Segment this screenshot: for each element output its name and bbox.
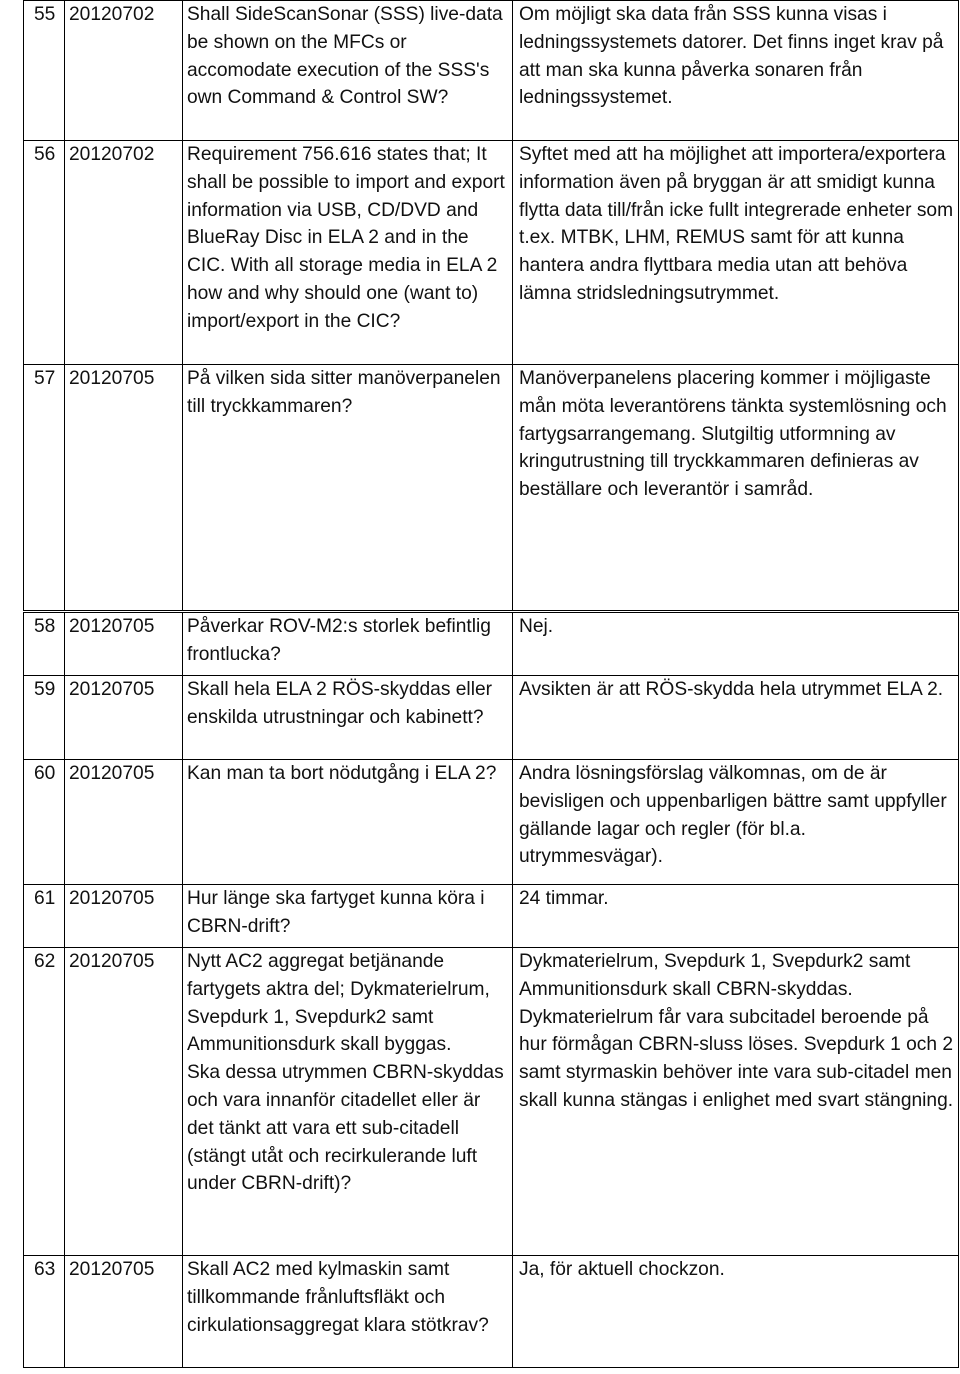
row-number: 57: [34, 368, 56, 389]
answer-cell: [513, 885, 959, 948]
answer-cell: [513, 676, 959, 760]
answer-text: 24 timmar.: [519, 888, 609, 909]
row-number-cell: [24, 676, 65, 760]
answer-text: Avsikten är att RÖS-skydda hela utrymmet ELA 2.: [519, 679, 944, 700]
table-row: [24, 948, 959, 1256]
answer-text: Nej.: [519, 616, 554, 637]
row-number: 58: [34, 616, 56, 637]
answer-cell: [513, 948, 959, 1256]
question-cell: [183, 141, 513, 365]
question-text: Nytt AC2 aggregat betjänande fartygets aktra del; Dykmaterielrum, Svepdurk 1, Svepdurk2 samt Ammunitionsdurk skall byggas. Ska dessa utrymmen CBRN-skyddas och vara innanför citadellet eller är det tänkt att vara ett sub-citadell (stängt utåt och recirkulerande luft under CBRN-drift)?: [187, 951, 504, 1195]
answer-text: Om möjligt ska data från SSS kunna visas i ledningssystemets datorer. Det finns inget krav på att man ska kunna påverka sonaren från ledningssystemet.: [519, 4, 949, 109]
row-number-cell: [24, 365, 65, 611]
table-row: [24, 365, 959, 611]
answer-cell: [513, 141, 959, 365]
row-date: 20120705: [69, 616, 155, 637]
question-cell: [183, 365, 513, 611]
qa-table-bottom: [23, 612, 959, 1368]
row-number: 63: [34, 1259, 56, 1280]
question-cell: [183, 885, 513, 948]
question-text: Skall AC2 med kylmaskin samt tillkommande frånluftsfläkt och cirkulationsaggregat klara stötkrav?: [187, 1259, 489, 1336]
question-cell: [183, 1256, 513, 1368]
answer-cell: [513, 1, 959, 141]
row-number: 56: [34, 144, 56, 165]
question-text: Hur länge ska fartyget kunna köra i CBRN-drift?: [187, 888, 490, 937]
row-date-cell: [65, 1256, 183, 1368]
row-date: 20120702: [69, 4, 155, 25]
table-row: [24, 676, 959, 760]
question-text: Shall SideScanSonar (SSS) live-data be shown on the MFCs or accomodate execution of the SSS's own Command & Control SW?: [187, 4, 509, 109]
answer-text: Ja, för aktuell chockzon.: [519, 1259, 725, 1280]
row-number-cell: [24, 1256, 65, 1368]
row-date: 20120705: [69, 951, 155, 972]
answer-cell: [513, 1256, 959, 1368]
row-date: 20120705: [69, 679, 155, 700]
table-row: [24, 613, 959, 676]
row-date-cell: [65, 760, 183, 885]
question-text: På vilken sida sitter manöverpanelen till tryckkammaren?: [187, 368, 506, 417]
question-text: Requirement 756.616 states that; It shall be possible to import and export information via USB, CD/DVD and BlueRay Disc in ELA 2 and in the CIC. With all storage media in ELA 2 how and why should one (want to) import/export in the CIC?: [187, 144, 511, 332]
row-number-cell: [24, 885, 65, 948]
row-date: 20120705: [69, 368, 155, 389]
qa-table-top: [23, 0, 959, 611]
row-number-cell: [24, 613, 65, 676]
answer-cell: [513, 365, 959, 611]
row-number: 61: [34, 888, 56, 909]
row-number-cell: [24, 1, 65, 141]
table-row: [24, 885, 959, 948]
row-date: 20120705: [69, 1259, 155, 1280]
question-cell: [183, 676, 513, 760]
row-number: 59: [34, 679, 56, 700]
table-row: [24, 141, 959, 365]
row-number-cell: [24, 948, 65, 1256]
answer-cell: [513, 760, 959, 885]
row-date-cell: [65, 141, 183, 365]
question-text: Påverkar ROV-M2:s storlek befintlig frontlucka?: [187, 616, 497, 665]
question-text: Kan man ta bort nödutgång i ELA 2?: [187, 763, 497, 784]
row-date: 20120702: [69, 144, 155, 165]
answer-text: Dykmaterielrum, Svepdurk 1, Svepdurk2 samt Ammunitionsdurk skall CBRN-skyddas. Dykmaterielrum får vara subcitadel beroende på hur förmågan CBRN-sluss löses. Svepdurk 1 och 2 samt styrmaskin behöver inte vara sub-citadel men skall kunna stängas i enlighet med svart stängning.: [519, 951, 959, 1111]
answer-text: Andra lösningsförslag välkomnas, om de är bevisligen och uppenbarligen bättre samt uppfyller gällande lagar och regler (för bl.a. utrymmesvägar).: [519, 763, 953, 868]
row-date-cell: [65, 676, 183, 760]
row-date: 20120705: [69, 888, 155, 909]
row-date-cell: [65, 365, 183, 611]
row-number: 62: [34, 951, 56, 972]
row-date-cell: [65, 1, 183, 141]
table-row: [24, 1, 959, 141]
row-number: 55: [34, 4, 56, 25]
row-date-cell: [65, 885, 183, 948]
question-cell: [183, 948, 513, 1256]
row-date: 20120705: [69, 763, 155, 784]
row-number-cell: [24, 141, 65, 365]
question-cell: [183, 613, 513, 676]
answer-text: Manöverpanelens placering kommer i möjligaste mån möta leverantörens tänkta systemlösning och fartygsarrangemang. Slutgiltig utformning av kringutrustning till tryckkammaren definieras av beställare och leverantör i samråd.: [519, 368, 953, 501]
question-text: Skall hela ELA 2 RÖS-skyddas eller enskilda utrustningar och kabinett?: [187, 679, 498, 728]
answer-cell: [513, 613, 959, 676]
table-row: [24, 760, 959, 885]
row-number: 60: [34, 763, 56, 784]
table-row: [24, 1256, 959, 1368]
answer-text: Syftet med att ha möjlighet att importera/exportera information även på bryggan är att smidigt kunna flytta data till/från icke fullt integrerade enheter som t.ex. MTBK, LHM, REMUS samt för att kunna hantera andra flyttbara media utan att behöva lämna stridsledningsutrymmet.: [519, 144, 959, 304]
question-cell: [183, 1, 513, 141]
question-cell: [183, 760, 513, 885]
row-number-cell: [24, 760, 65, 885]
row-date-cell: [65, 948, 183, 1256]
row-date-cell: [65, 613, 183, 676]
